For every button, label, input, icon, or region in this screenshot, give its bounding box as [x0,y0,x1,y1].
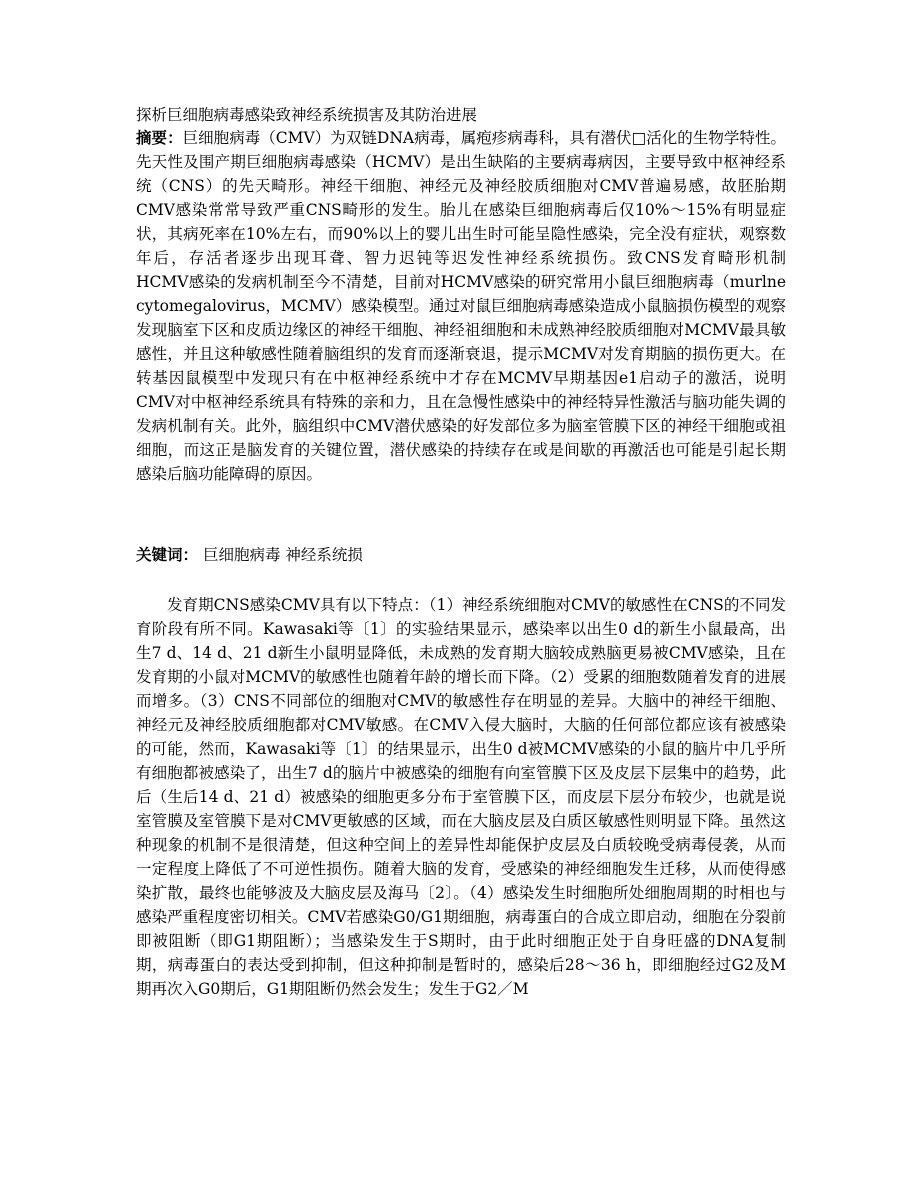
abstract-paragraph [136,126,818,486]
body-paragraph: 发育期CNS感染CMV具有以下特点：（1）神经系统细胞对CMV的敏感性在CNS的不同发育阶段有所不同。Kawasaki等〔1〕的实验结果显示，感染率以出生0 d的新生小鼠最高，出生7 d、14 d、21 d新生小鼠明显降低，未成熟的发育期大脑较成熟脑更易被CMV感染，且在发育期的小鼠对MCMV的敏感性也随着年龄的增长而下降。（2）受累的细胞数随着发育的进展而增多。（3）CNS不同部位的细胞对CMV的敏感性存在明显的差异。大脑中的神经干细胞、神经元及神经胶质细胞都对CMV敏感。在CMV入侵大脑时，大脑的任何部位都应该有被感染的可能，然而，Kawasaki等〔1〕的结果显示，出生0 d被MCMV感染的小鼠的脑片中几乎所有细胞都被感染了，出生7 d的脑片中被感染的细胞有向室管膜下区及皮层下层集中的趋势，此后（生后14 d、21 d）被感染的细胞更多分布于室管膜下区，而皮层下层分布较少，也就是说室管膜及室管膜下是对CMV更敏感的区域，而在大脑皮层及白质区敏感性则明显下降。虽然这种现象的机制不是很清楚，但这种空间上的差异性却能保护皮层及白质较晚受病毒侵袭，从而一定程度上降低了不可逆性损伤。随着大脑的发育，受感染的神经细胞发生迁移，从而使得感染扩散，最终也能够波及大脑皮层及海马〔2〕。（4）感染发生时细胞所处细胞周期的时相也与感染严重程度密切相关。CMV若感染G0/G1期细胞，病毒蛋白的合成立即启动，细胞在分裂前即被阻断（即G1期阻断）；当感染发生于S期时，由于此时细胞正处于自身旺盛的DNA复制期，病毒蛋白的表达受到抑制，但这种抑制是暂时的，感染后28～36 h，即细胞经过G2及M期再次入G0期后，G1期阻断仍然会发生；发生于G2／M [136,596,786,998]
keywords-text: 巨细胞病毒 神经系统损 [202,546,363,564]
abstract-text: 巨细胞病毒（CMV）为双链DNA病毒，属疱疹病毒科，具有潜伏□活化的生物学特性。先天性及围产期巨细胞病毒感染（HCMV）是出生缺陷的主要病毒病因，主要导致中枢神经系统（CNS）的先天畸形。神经干细胞、神经元及神经胶质细胞对CMV普遍易感，故胚胎期CMV感染常常导致严重CNS畸形的发生。胎儿在感染巨细胞病毒后仅10%～15%有明显症状，其病死率在10%左右，而90%以上的婴儿出生时可能呈隐性感染，完全没有症状，观察数年后，存活者逐步出现耳聋、智力迟钝等迟发性神经系统损伤。致CNS发育畸形机制 HCMV感染的发病机制至今不清楚，目前对HCMV感染的研究常用小鼠巨细胞病毒（murlne cytomegalovirus，MCMV）感染模型。通过对鼠巨细胞病毒感染造成小鼠脑损伤模型的观察发现脑室下区和皮质边缘区的神经干细胞、神经祖细胞和未成熟神经胶质细胞对MCMV最具敏感性，并且这种敏感性随着脑组织的发育而逐渐衰退，提示MCMV对发育期脑的损伤更大。在转基因鼠模型中发现只有在中枢神经系统中才存在MCMV早期基因e1启动子的激活，说明CMV对中枢神经系统具有特殊的亲和力，且在急慢性感染中的神经特异性激活与脑功能失调的发病机制有关。此外，脑组织中CMV潜伏感染的好发部位多为脑室管膜下区的神经干细胞或祖细胞，而这正是脑发育的关键位置，潜伏感染的持续存在或是间歇的再激活也可能是引起长期感染后脑功能障碍的原因。 [136,129,818,483]
document-title: 探析巨细胞病毒感染致神经系统损害及其防治进展 [136,106,478,124]
abstract-label: 摘要： [136,128,183,147]
keywords-line [136,543,786,567]
document-page [136,104,818,1017]
keywords-label: 关键词： [136,545,199,564]
